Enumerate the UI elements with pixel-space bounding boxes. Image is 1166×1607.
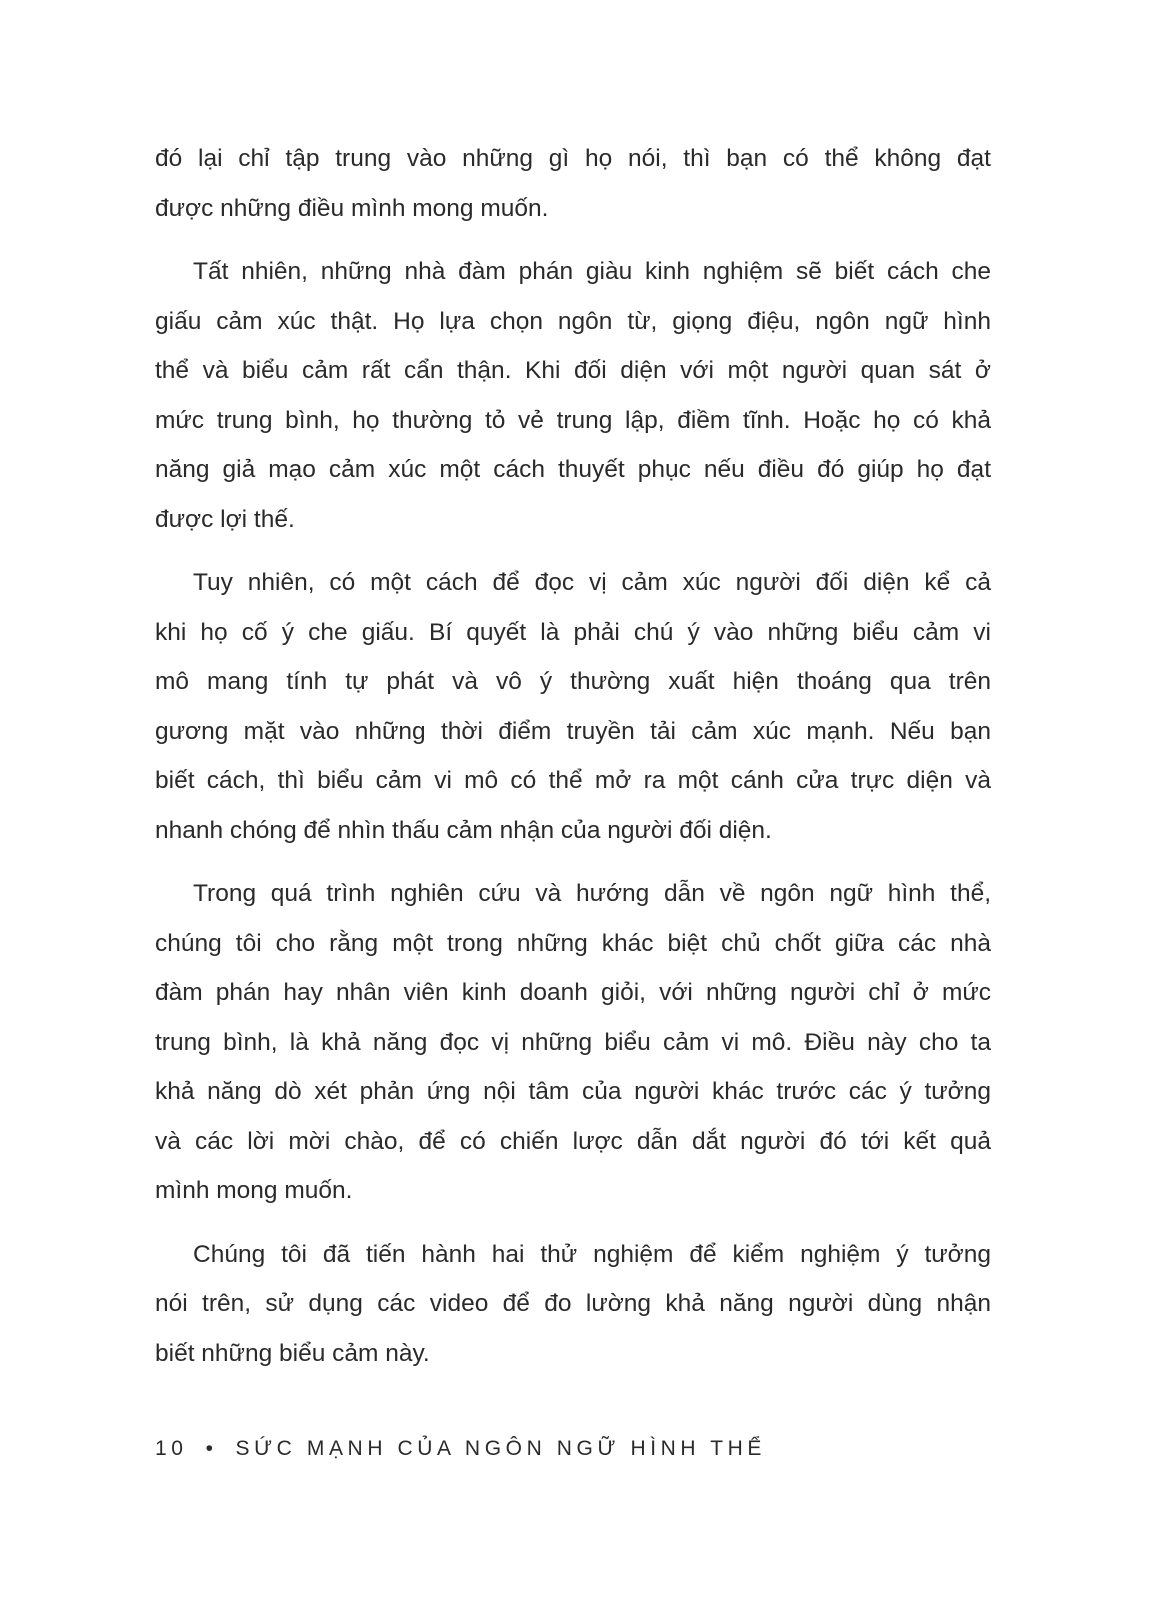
text-line: được những điều mình mong muốn. <box>155 194 549 222</box>
text-line: năng giả mạo cảm xúc một cách thuyết phục nếu điều đó giúp họ đạt <box>155 456 991 483</box>
paragraph <box>155 1230 991 1379</box>
text-line: Trong quá trình nghiên cứu và hướng dẫn về ngôn ngữ hình thể, <box>193 880 991 907</box>
paragraph <box>155 247 991 544</box>
text-line: Chúng tôi đã tiến hành hai thử nghiệm để kiểm nghiệm ý tưởng <box>193 1240 991 1268</box>
text-line: giấu cảm xúc thật. Họ lựa chọn ngôn từ, giọng điệu, ngôn ngữ hình <box>155 307 991 335</box>
paragraph <box>155 134 991 233</box>
separator: • <box>205 1437 218 1460</box>
text-line: khả năng dò xét phản ứng nội tâm của người khác trước các ý tưởng <box>155 1078 991 1105</box>
text-line: nói trên, sử dụng các video để đo lường khả năng người dùng nhận <box>155 1290 991 1317</box>
book-title: SỨC MẠNH CỦA NGÔN NGỮ HÌNH THỂ <box>235 1437 767 1460</box>
text-line: đàm phán hay nhân viên kinh doanh giỏi, với những người chỉ ở mức <box>155 979 991 1006</box>
text-line: và các lời mời chào, để có chiến lược dẫn dắt người đó tới kết quả <box>155 1127 991 1155</box>
text-line: khi họ cố ý che giấu. Bí quyết là phải chú ý vào những biểu cảm vi <box>155 618 991 646</box>
page-number: 10 <box>155 1437 188 1460</box>
text-line: trung bình, là khả năng đọc vị những biểu cảm vi mô. Điều này cho ta <box>155 1028 991 1056</box>
text-line: biết những biểu cảm này. <box>155 1339 430 1367</box>
text-line: mức trung bình, họ thường tỏ vẻ trung lập, điềm tĩnh. Hoặc họ có khả <box>155 406 991 434</box>
text-line: chúng tôi cho rằng một trong những khác biệt chủ chốt giữa các nhà <box>155 929 991 957</box>
text-line: mô mang tính tự phát và vô ý thường xuất hiện thoáng qua trên <box>155 668 991 695</box>
text-line: đó lại chỉ tập trung vào những gì họ nói, thì bạn có thể không đạt <box>155 145 991 172</box>
text-line: gương mặt vào những thời điểm truyền tải cảm xúc mạnh. Nếu bạn <box>155 717 991 745</box>
text-line: biết cách, thì biểu cảm vi mô có thể mở ra một cánh cửa trực diện và <box>155 767 991 794</box>
text-line: mình mong muốn. <box>155 1177 353 1204</box>
text-line: Tuy nhiên, có một cách để đọc vị cảm xúc người đối diện kể cả <box>193 569 991 596</box>
paragraph <box>155 558 991 855</box>
text-line: Tất nhiên, những nhà đàm phán giàu kinh nghiệm sẽ biết cách che <box>193 258 991 285</box>
text-line: nhanh chóng để nhìn thấu cảm nhận của người đối diện. <box>155 816 772 844</box>
text-line: thể và biểu cảm rất cẩn thận. Khi đối diện với một người quan sát ở <box>155 357 991 384</box>
paragraph <box>155 869 991 1216</box>
page-footer <box>155 1437 766 1461</box>
body-text <box>155 134 991 1392</box>
text-line: được lợi thế. <box>155 505 295 533</box>
